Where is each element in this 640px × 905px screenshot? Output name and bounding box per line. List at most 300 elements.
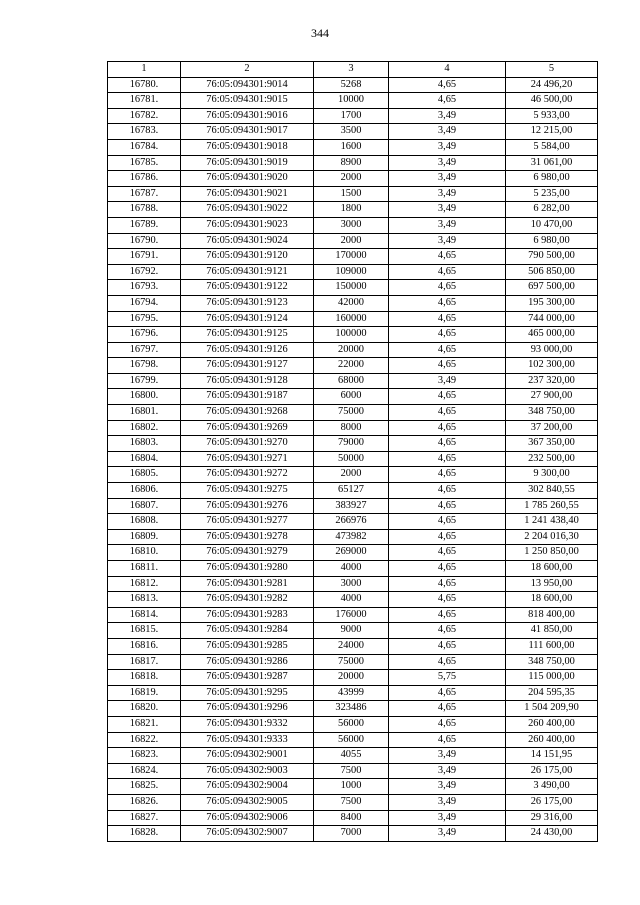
cadastral-id-cell: 76:05:094301:9020 <box>181 171 314 187</box>
cadastral-id-cell: 76:05:094301:9123 <box>181 295 314 311</box>
area-cell: 9000 <box>314 623 389 639</box>
row-number-cell: 16793. <box>108 280 181 296</box>
value-cell: 3 490,00 <box>506 779 598 795</box>
table-row <box>108 592 598 608</box>
row-number-cell: 16811. <box>108 561 181 577</box>
table-row <box>108 529 598 545</box>
row-number-cell: 16792. <box>108 264 181 280</box>
rate-cell: 4,65 <box>389 607 506 623</box>
table-row <box>108 607 598 623</box>
table-row <box>108 139 598 155</box>
row-number-cell: 16809. <box>108 529 181 545</box>
rate-cell: 4,65 <box>389 467 506 483</box>
cadastral-id-cell: 76:05:094301:9125 <box>181 327 314 343</box>
table-row <box>108 93 598 109</box>
cadastral-id-cell: 76:05:094302:9003 <box>181 763 314 779</box>
area-cell: 109000 <box>314 264 389 280</box>
area-cell: 1500 <box>314 186 389 202</box>
row-number-cell: 16807. <box>108 498 181 514</box>
table-row <box>108 826 598 842</box>
value-cell: 5 584,00 <box>506 139 598 155</box>
cadastral-id-cell: 76:05:094301:9124 <box>181 311 314 327</box>
table-row <box>108 295 598 311</box>
value-cell: 348 750,00 <box>506 654 598 670</box>
value-cell: 9 300,00 <box>506 467 598 483</box>
cadastral-id-cell: 76:05:094301:9280 <box>181 561 314 577</box>
area-cell: 170000 <box>314 249 389 265</box>
cadastral-id-cell: 76:05:094301:9017 <box>181 124 314 140</box>
row-number-cell: 16818. <box>108 670 181 686</box>
cadastral-id-cell: 76:05:094302:9001 <box>181 748 314 764</box>
rate-cell: 3,49 <box>389 155 506 171</box>
rate-cell: 4,65 <box>389 483 506 499</box>
table-row <box>108 748 598 764</box>
row-number-cell: 16798. <box>108 358 181 374</box>
value-cell: 18 600,00 <box>506 561 598 577</box>
table-row <box>108 576 598 592</box>
table-row <box>108 327 598 343</box>
row-number-cell: 16828. <box>108 826 181 842</box>
cadastral-id-cell: 76:05:094301:9278 <box>181 529 314 545</box>
area-cell: 3000 <box>314 576 389 592</box>
table-row <box>108 202 598 218</box>
value-cell: 1 241 438,40 <box>506 514 598 530</box>
column-header-value: 5 <box>506 62 598 78</box>
rate-cell: 4,65 <box>389 420 506 436</box>
row-number-cell: 16781. <box>108 93 181 109</box>
rate-cell: 4,65 <box>389 561 506 577</box>
table-row <box>108 670 598 686</box>
cadastral-id-cell: 76:05:094301:9021 <box>181 186 314 202</box>
cadastral-id-cell: 76:05:094301:9126 <box>181 342 314 358</box>
cadastral-id-cell: 76:05:094301:9016 <box>181 108 314 124</box>
table-row <box>108 483 598 499</box>
row-number-cell: 16808. <box>108 514 181 530</box>
area-cell: 2000 <box>314 171 389 187</box>
area-cell: 79000 <box>314 436 389 452</box>
area-cell: 68000 <box>314 373 389 389</box>
row-number-cell: 16800. <box>108 389 181 405</box>
rate-cell: 4,65 <box>389 576 506 592</box>
value-cell: 115 000,00 <box>506 670 598 686</box>
cadastral-id-cell: 76:05:094301:9296 <box>181 701 314 717</box>
cadastral-id-cell: 76:05:094301:9286 <box>181 654 314 670</box>
table-row <box>108 233 598 249</box>
row-number-cell: 16802. <box>108 420 181 436</box>
area-cell: 8000 <box>314 420 389 436</box>
cadastral-id-cell: 76:05:094301:9279 <box>181 545 314 561</box>
table-row <box>108 701 598 717</box>
rate-cell: 4,65 <box>389 623 506 639</box>
area-cell: 266976 <box>314 514 389 530</box>
area-cell: 50000 <box>314 451 389 467</box>
cadastral-id-cell: 76:05:094301:9333 <box>181 732 314 748</box>
row-number-cell: 16805. <box>108 467 181 483</box>
value-cell: 26 175,00 <box>506 763 598 779</box>
table-row <box>108 373 598 389</box>
table-row <box>108 358 598 374</box>
value-cell: 818 400,00 <box>506 607 598 623</box>
cadastral-id-cell: 76:05:094301:9285 <box>181 638 314 654</box>
cadastral-id-cell: 76:05:094302:9005 <box>181 794 314 810</box>
row-number-cell: 16790. <box>108 233 181 249</box>
area-cell: 22000 <box>314 358 389 374</box>
row-number-cell: 16785. <box>108 155 181 171</box>
value-cell: 302 840,55 <box>506 483 598 499</box>
column-header-rate: 4 <box>389 62 506 78</box>
row-number-cell: 16821. <box>108 716 181 732</box>
page-number: 344 <box>311 26 329 40</box>
table-row <box>108 155 598 171</box>
table-header <box>108 62 598 78</box>
rate-cell: 3,49 <box>389 124 506 140</box>
area-cell: 2000 <box>314 467 389 483</box>
rate-cell: 3,49 <box>389 202 506 218</box>
rate-cell: 4,65 <box>389 311 506 327</box>
value-cell: 237 320,00 <box>506 373 598 389</box>
table-row <box>108 467 598 483</box>
cadastral-id-cell: 76:05:094301:9019 <box>181 155 314 171</box>
rate-cell: 4,65 <box>389 249 506 265</box>
table-row <box>108 171 598 187</box>
area-cell: 3500 <box>314 124 389 140</box>
rate-cell: 4,65 <box>389 264 506 280</box>
row-number-cell: 16820. <box>108 701 181 717</box>
value-cell: 465 000,00 <box>506 327 598 343</box>
area-cell: 75000 <box>314 654 389 670</box>
rate-cell: 4,65 <box>389 436 506 452</box>
rate-cell: 4,65 <box>389 701 506 717</box>
cadastral-id-cell: 76:05:094301:9284 <box>181 623 314 639</box>
rate-cell: 4,65 <box>389 327 506 343</box>
rate-cell: 4,65 <box>389 389 506 405</box>
row-number-cell: 16826. <box>108 794 181 810</box>
row-number-cell: 16803. <box>108 436 181 452</box>
cadastral-id-cell: 76:05:094301:9014 <box>181 77 314 93</box>
value-cell: 2 204 016,30 <box>506 529 598 545</box>
area-cell: 65127 <box>314 483 389 499</box>
rate-cell: 4,65 <box>389 93 506 109</box>
cadastral-id-cell: 76:05:094301:9332 <box>181 716 314 732</box>
value-cell: 12 215,00 <box>506 124 598 140</box>
area-cell: 8900 <box>314 155 389 171</box>
value-cell: 24 430,00 <box>506 826 598 842</box>
cadastral-id-cell: 76:05:094301:9271 <box>181 451 314 467</box>
table-row <box>108 623 598 639</box>
rate-cell: 4,65 <box>389 716 506 732</box>
value-cell: 697 500,00 <box>506 280 598 296</box>
value-cell: 1 785 260,55 <box>506 498 598 514</box>
row-number-cell: 16827. <box>108 810 181 826</box>
value-cell: 1 250 850,00 <box>506 545 598 561</box>
rate-cell: 3,49 <box>389 748 506 764</box>
area-cell: 7000 <box>314 826 389 842</box>
rate-cell: 3,49 <box>389 373 506 389</box>
area-cell: 4055 <box>314 748 389 764</box>
value-cell: 506 850,00 <box>506 264 598 280</box>
row-number-cell: 16794. <box>108 295 181 311</box>
cadastral-id-cell: 76:05:094301:9268 <box>181 405 314 421</box>
rate-cell: 4,65 <box>389 405 506 421</box>
row-number-cell: 16780. <box>108 77 181 93</box>
area-cell: 24000 <box>314 638 389 654</box>
cadastral-id-cell: 76:05:094302:9007 <box>181 826 314 842</box>
area-cell: 383927 <box>314 498 389 514</box>
area-cell: 20000 <box>314 342 389 358</box>
rate-cell: 4,65 <box>389 77 506 93</box>
value-cell: 5 235,00 <box>506 186 598 202</box>
cadastral-id-cell: 76:05:094301:9287 <box>181 670 314 686</box>
table-row <box>108 810 598 826</box>
table-row <box>108 405 598 421</box>
area-cell: 75000 <box>314 405 389 421</box>
value-cell: 29 316,00 <box>506 810 598 826</box>
table-row <box>108 342 598 358</box>
value-cell: 26 175,00 <box>506 794 598 810</box>
value-cell: 102 300,00 <box>506 358 598 374</box>
table-row <box>108 420 598 436</box>
cadastral-id-cell: 76:05:094301:9275 <box>181 483 314 499</box>
row-number-cell: 16812. <box>108 576 181 592</box>
rate-cell: 4,65 <box>389 498 506 514</box>
value-cell: 27 900,00 <box>506 389 598 405</box>
table-row <box>108 638 598 654</box>
column-header-number: 1 <box>108 62 181 78</box>
rate-cell: 4,65 <box>389 280 506 296</box>
area-cell: 1000 <box>314 779 389 795</box>
table-row <box>108 217 598 233</box>
area-cell: 4000 <box>314 561 389 577</box>
rate-cell: 3,49 <box>389 233 506 249</box>
area-cell: 176000 <box>314 607 389 623</box>
area-cell: 20000 <box>314 670 389 686</box>
area-cell: 4000 <box>314 592 389 608</box>
area-cell: 3000 <box>314 217 389 233</box>
rate-cell: 4,65 <box>389 685 506 701</box>
value-cell: 260 400,00 <box>506 732 598 748</box>
cadastral-id-cell: 76:05:094301:9128 <box>181 373 314 389</box>
cadastral-id-cell: 76:05:094301:9295 <box>181 685 314 701</box>
row-number-cell: 16799. <box>108 373 181 389</box>
area-cell: 2000 <box>314 233 389 249</box>
rate-cell: 4,65 <box>389 638 506 654</box>
row-number-cell: 16815. <box>108 623 181 639</box>
cadastral-id-cell: 76:05:094302:9004 <box>181 779 314 795</box>
table-row <box>108 77 598 93</box>
value-cell: 31 061,00 <box>506 155 598 171</box>
rate-cell: 3,49 <box>389 139 506 155</box>
value-cell: 18 600,00 <box>506 592 598 608</box>
area-cell: 7500 <box>314 763 389 779</box>
area-cell: 7500 <box>314 794 389 810</box>
rate-cell: 4,65 <box>389 514 506 530</box>
row-number-cell: 16796. <box>108 327 181 343</box>
rate-cell: 4,65 <box>389 732 506 748</box>
cadastral-id-cell: 76:05:094301:9272 <box>181 467 314 483</box>
cadastral-id-cell: 76:05:094301:9121 <box>181 264 314 280</box>
table-row <box>108 514 598 530</box>
value-cell: 41 850,00 <box>506 623 598 639</box>
table-row <box>108 451 598 467</box>
cadastral-id-cell: 76:05:094301:9122 <box>181 280 314 296</box>
rate-cell: 3,49 <box>389 779 506 795</box>
row-number-cell: 16806. <box>108 483 181 499</box>
value-cell: 1 504 209,90 <box>506 701 598 717</box>
value-cell: 46 500,00 <box>506 93 598 109</box>
area-cell: 1700 <box>314 108 389 124</box>
value-cell: 232 500,00 <box>506 451 598 467</box>
row-number-cell: 16817. <box>108 654 181 670</box>
row-number-cell: 16789. <box>108 217 181 233</box>
table-row <box>108 654 598 670</box>
rate-cell: 3,49 <box>389 108 506 124</box>
cadastral-id-cell: 76:05:094301:9023 <box>181 217 314 233</box>
cadastral-id-cell: 76:05:094302:9006 <box>181 810 314 826</box>
table-row <box>108 389 598 405</box>
rate-cell: 3,49 <box>389 810 506 826</box>
rate-cell: 4,65 <box>389 592 506 608</box>
area-cell: 323486 <box>314 701 389 717</box>
rate-cell: 4,65 <box>389 451 506 467</box>
column-header-area: 3 <box>314 62 389 78</box>
rate-cell: 3,49 <box>389 826 506 842</box>
table-row <box>108 732 598 748</box>
area-cell: 42000 <box>314 295 389 311</box>
row-number-cell: 16823. <box>108 748 181 764</box>
row-number-cell: 16784. <box>108 139 181 155</box>
rate-cell: 4,65 <box>389 295 506 311</box>
table-row <box>108 436 598 452</box>
row-number-cell: 16801. <box>108 405 181 421</box>
row-number-cell: 16788. <box>108 202 181 218</box>
table-body <box>108 77 598 841</box>
cadastral-id-cell: 76:05:094301:9127 <box>181 358 314 374</box>
table-row <box>108 763 598 779</box>
row-number-cell: 16786. <box>108 171 181 187</box>
table-row <box>108 124 598 140</box>
area-cell: 269000 <box>314 545 389 561</box>
value-cell: 260 400,00 <box>506 716 598 732</box>
row-number-cell: 16819. <box>108 685 181 701</box>
area-cell: 150000 <box>314 280 389 296</box>
table-row <box>108 186 598 202</box>
cadastral-id-cell: 76:05:094301:9282 <box>181 592 314 608</box>
table-row <box>108 498 598 514</box>
row-number-cell: 16783. <box>108 124 181 140</box>
table-row <box>108 264 598 280</box>
area-cell: 1600 <box>314 139 389 155</box>
value-cell: 6 980,00 <box>506 233 598 249</box>
header-row <box>108 62 598 78</box>
cadastral-id-cell: 76:05:094301:9276 <box>181 498 314 514</box>
value-cell: 24 496,20 <box>506 77 598 93</box>
value-cell: 13 950,00 <box>506 576 598 592</box>
rate-cell: 4,65 <box>389 545 506 561</box>
row-number-cell: 16816. <box>108 638 181 654</box>
rate-cell: 3,49 <box>389 217 506 233</box>
rate-cell: 4,65 <box>389 342 506 358</box>
row-number-cell: 16782. <box>108 108 181 124</box>
rate-cell: 3,49 <box>389 171 506 187</box>
cadastral-id-cell: 76:05:094301:9281 <box>181 576 314 592</box>
table-row <box>108 779 598 795</box>
column-header-cadastral-id: 2 <box>181 62 314 78</box>
area-cell: 56000 <box>314 716 389 732</box>
rate-cell: 5,75 <box>389 670 506 686</box>
table-row <box>108 685 598 701</box>
value-cell: 10 470,00 <box>506 217 598 233</box>
row-number-cell: 16787. <box>108 186 181 202</box>
area-cell: 56000 <box>314 732 389 748</box>
table-row <box>108 545 598 561</box>
table-row <box>108 280 598 296</box>
cadastral-id-cell: 76:05:094301:9015 <box>181 93 314 109</box>
value-cell: 195 300,00 <box>506 295 598 311</box>
row-number-cell: 16804. <box>108 451 181 467</box>
area-cell: 10000 <box>314 93 389 109</box>
value-cell: 14 151,95 <box>506 748 598 764</box>
cadastral-id-cell: 76:05:094301:9277 <box>181 514 314 530</box>
row-number-cell: 16824. <box>108 763 181 779</box>
row-number-cell: 16795. <box>108 311 181 327</box>
registry-table <box>107 61 598 842</box>
table-row <box>108 716 598 732</box>
rate-cell: 4,65 <box>389 529 506 545</box>
row-number-cell: 16797. <box>108 342 181 358</box>
value-cell: 204 595,35 <box>506 685 598 701</box>
row-number-cell: 16822. <box>108 732 181 748</box>
value-cell: 5 933,00 <box>506 108 598 124</box>
cadastral-id-cell: 76:05:094301:9283 <box>181 607 314 623</box>
table-row <box>108 311 598 327</box>
value-cell: 6 980,00 <box>506 171 598 187</box>
cadastral-id-cell: 76:05:094301:9120 <box>181 249 314 265</box>
value-cell: 6 282,00 <box>506 202 598 218</box>
rate-cell: 3,49 <box>389 763 506 779</box>
rate-cell: 3,49 <box>389 794 506 810</box>
area-cell: 100000 <box>314 327 389 343</box>
value-cell: 111 600,00 <box>506 638 598 654</box>
cadastral-id-cell: 76:05:094301:9024 <box>181 233 314 249</box>
cadastral-id-cell: 76:05:094301:9270 <box>181 436 314 452</box>
rate-cell: 3,49 <box>389 186 506 202</box>
table-row <box>108 108 598 124</box>
table-row <box>108 794 598 810</box>
row-number-cell: 16813. <box>108 592 181 608</box>
table-row <box>108 249 598 265</box>
value-cell: 37 200,00 <box>506 420 598 436</box>
cadastral-id-cell: 76:05:094301:9269 <box>181 420 314 436</box>
row-number-cell: 16814. <box>108 607 181 623</box>
area-cell: 8400 <box>314 810 389 826</box>
table-row <box>108 561 598 577</box>
rate-cell: 4,65 <box>389 358 506 374</box>
value-cell: 93 000,00 <box>506 342 598 358</box>
cadastral-id-cell: 76:05:094301:9022 <box>181 202 314 218</box>
row-number-cell: 16810. <box>108 545 181 561</box>
value-cell: 790 500,00 <box>506 249 598 265</box>
area-cell: 43999 <box>314 685 389 701</box>
value-cell: 348 750,00 <box>506 405 598 421</box>
value-cell: 744 000,00 <box>506 311 598 327</box>
area-cell: 473982 <box>314 529 389 545</box>
cadastral-id-cell: 76:05:094301:9187 <box>181 389 314 405</box>
rate-cell: 4,65 <box>389 654 506 670</box>
value-cell: 367 350,00 <box>506 436 598 452</box>
row-number-cell: 16825. <box>108 779 181 795</box>
area-cell: 6000 <box>314 389 389 405</box>
area-cell: 5268 <box>314 77 389 93</box>
